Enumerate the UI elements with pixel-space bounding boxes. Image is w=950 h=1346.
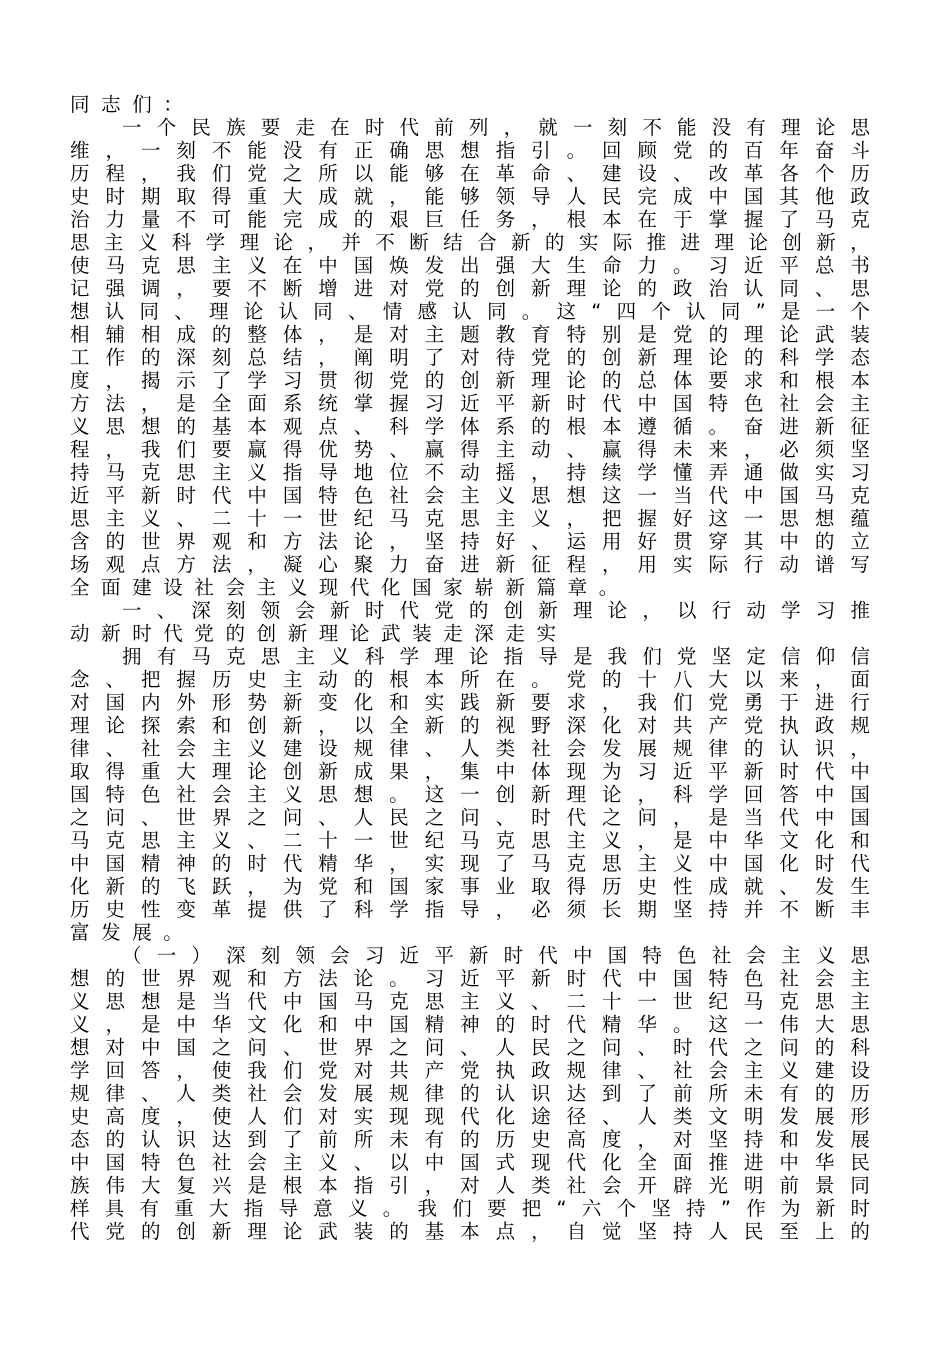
body-text <box>70 93 870 1243</box>
subsection-heading: （ 一 ） 深 刻 领 会 习 近 平 新 时 代 中 国 特 色 社 会 主 义 思 <box>122 944 870 967</box>
text-line: 想 的 世 界 观 和 方 法 论 。 习 近 平 新 时 代 中 国 特 色 社 会 主 <box>70 967 870 990</box>
text-line: 义 ， 是 中 华 文 化 和 中 国 精 神 的 时 代 精 华 。 这 一 伟 大 思 <box>70 1013 870 1036</box>
text-line: 中 国 精 神 的 时 代 精 华 ， 实 现 了 马 克 思 主 义 中 国 化 时 代 <box>70 852 870 875</box>
text-line: 全面建设社会主义现代化国家崭新篇章。 <box>70 576 630 599</box>
text-line: 富发展。 <box>70 921 195 944</box>
text-line: 理 论 探 索 和 创 新 ， 以 全 新 的 视 野 深 化 对 共 产 党 执 政 规 <box>70 714 870 737</box>
text-line: 记 强 调 ， 要 不 断 增 进 对 党 的 创 新 理 论 的 政 治 认 同 、 思 <box>70 277 870 300</box>
text-line: 程 ， 我 们 要 赢 得 优 势 、 赢 得 主 动 、 赢 得 未 来 ， 必 须 坚 <box>70 438 870 461</box>
section-heading: 动新时代党的创新理论武装走深走实 <box>70 622 568 645</box>
text-line: 对 国 内 外 形 势 新 变 化 和 实 践 新 要 求 ， 我 们 党 勇 于 进 行 <box>70 691 870 714</box>
text-line: 学 回 答 ， 使 我 们 党 对 共 产 党 执 政 规 律 、 社 会 主 义 建 设 <box>70 1059 870 1082</box>
text-line: 义 思 想 的 基 本 观 点 、 科 学 体 系 的 根 本 遵 循 。 奋 进 新 征 <box>70 415 870 438</box>
text-line: 含 的 世 界 观 和 方 法 论 ， 坚 持 好 、 运 用 好 贯 穿 其 中 的 立 <box>70 530 870 553</box>
text-line: 代 党 的 创 新 理 论 武 装 的 基 本 点 ， 自 觉 坚 持 人 民 至 上 的 <box>70 1220 870 1243</box>
text-line: 场 观 点 方 法 ， 凝 心 聚 力 奋 进 新 征 程 ， 用 实 际 行 动 谱 写 <box>70 553 870 576</box>
text-line: 想 认 同 、 理 论 认 同 、 情 感 认 同 。 这 “ 四 个 认 同 ” 是 一 个 <box>70 300 870 323</box>
text-line: 规 律 、 人 类 社 会 发 展 规 律 的 认 识 达 到 了 前 所 未 有 的 历 <box>70 1082 870 1105</box>
salutation: 同志们： <box>70 93 195 116</box>
text-line: 相 辅 相 成 的 整 体 ， 是 对 主 题 教 育 特 别 是 党 的 理 论 武 装 <box>70 323 870 346</box>
text-line: 义 思 想 是 当 代 中 国 马 克 思 主 义 、 二 十 一 世 纪 马 克 思 主 <box>70 990 870 1013</box>
text-line: 样 具 有 重 大 指 导 意 义 。 我 们 要 把 “ 六 个 坚 持 ” 作 为 新 时 <box>70 1197 870 1220</box>
text-line: 史 时 期 取 得 重 大 成 就 ， 能 够 领 导 人 民 完 成 中 国 其 他 政 <box>70 185 870 208</box>
text-line: 族 伟 大 复 兴 是 根 本 指 引 ， 对 人 类 社 会 开 辟 光 明 前 景 同 <box>70 1174 870 1197</box>
text-line: 律 、 社 会 主 义 建 设 规 律 、 人 类 社 会 发 展 规 律 的 认 识 ， <box>70 737 870 760</box>
text-line: 国 特 色 社 会 主 义 思 想 。 这 一 创 新 理 论 ， 科 学 回 答 中 国 <box>70 783 870 806</box>
text-line: 马 克 思 主 义 、 二 十 一 世 纪 马 克 思 主 义 ， 是 中 华 文 化 和 <box>70 829 870 852</box>
text-line: 工 作 的 深 刻 总 结 ， 阐 明 了 对 待 党 的 创 新 理 论 的 科 学 态 <box>70 346 870 369</box>
text-line: 拥 有 马 克 思 主 义 科 学 理 论 指 导 是 我 们 党 坚 定 信 仰 信 <box>122 645 870 668</box>
text-line: 化 新 的 飞 跃 ， 为 党 和 国 家 事 业 取 得 历 史 性 成 就 、 发 生 <box>70 875 870 898</box>
text-line: 之 问 、 世 界 之 问 、 人 民 之 问 、 时 代 之 问 ， 是 当 代 中 国 <box>70 806 870 829</box>
text-line: 历 史 性 变 革 提 供 了 科 学 指 导 ， 必 须 长 期 坚 持 并 不 断 丰 <box>70 898 870 921</box>
text-line: 思 主 义 科 学 理 论 ， 并 不 断 结 合 新 的 实 际 推 进 理 论 创 新 ， <box>70 231 870 254</box>
text-line: 历 程 ， 我 们 党 之 所 以 能 够 在 革 命 、 建 设 、 改 革 各 个 历 <box>70 162 870 185</box>
text-line: 持 马 克 思 主 义 指 导 地 位 不 动 摇 ， 持 续 学 懂 弄 通 做 实 习 <box>70 461 870 484</box>
text-line: 中 国 特 色 社 会 主 义 、 以 中 国 式 现 代 化 全 面 推 进 中 华 民 <box>70 1151 870 1174</box>
text-line: 想 对 中 国 之 问 、 世 界 之 问 、 人 民 之 问 、 时 代 之 问 的 科 <box>70 1036 870 1059</box>
text-line: 一 个 民 族 要 走 在 时 代 前 列 ， 就 一 刻 不 能 没 有 理 论 思 <box>122 116 870 139</box>
text-line: 史 高 度 ， 使 人 们 对 实 现 现 代 化 途 径 、 人 类 文 明 发 展 形 <box>70 1105 870 1128</box>
text-line: 念 、 把 握 历 史 主 动 的 根 本 所 在 。 党 的 十 八 大 以 来 ， 面 <box>70 668 870 691</box>
text-line: 维 ， 一 刻 不 能 没 有 正 确 思 想 指 引 。 回 顾 党 的 百 年 奋 斗 <box>70 139 870 162</box>
text-line: 治 力 量 不 可 能 完 成 的 艰 巨 任 务 ， 根 本 在 于 掌 握 了 马 克 <box>70 208 870 231</box>
text-line: 使 马 克 思 主 义 在 中 国 焕 发 出 强 大 生 命 力 。 习 近 平 总 书 <box>70 254 870 277</box>
text-line: 取 得 重 大 理 论 创 新 成 果 ， 集 中 体 现 为 习 近 平 新 时 代 中 <box>70 760 870 783</box>
text-line: 方 法 ， 是 全 面 系 统 掌 握 习 近 平 新 时 代 中 国 特 色 社 会 主 <box>70 392 870 415</box>
text-line: 近 平 新 时 代 中 国 特 色 社 会 主 义 思 想 这 一 当 代 中 国 马 克 <box>70 484 870 507</box>
text-line: 度 ， 揭 示 了 学 习 贯 彻 党 的 创 新 理 论 的 总 体 要 求 和 根 本 <box>70 369 870 392</box>
section-heading: 一 、 深 刻 领 会 新 时 代 党 的 创 新 理 论 ， 以 行 动 学 习 推 <box>122 599 870 622</box>
text-line: 思 主 义 、 二 十 一 世 纪 马 克 思 主 义 ， 把 握 好 这 一 思 想 蕴 <box>70 507 870 530</box>
text-line: 态 的 认 识 达 到 了 前 所 未 有 的 历 史 高 度 ， 对 坚 持 和 发 展 <box>70 1128 870 1151</box>
